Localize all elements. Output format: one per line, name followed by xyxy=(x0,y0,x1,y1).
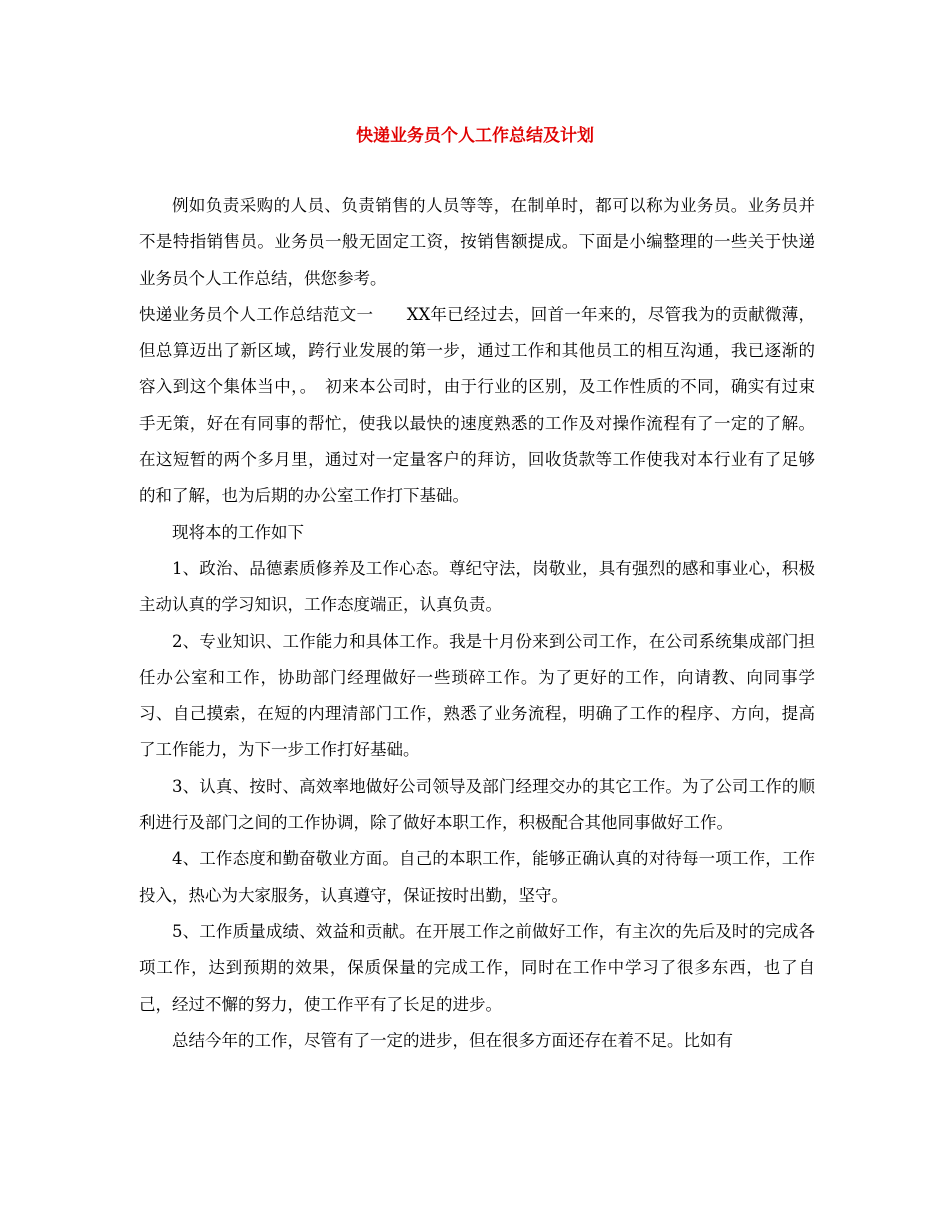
paragraph-item-5: 5、工作质量成绩、效益和贡献。在开展工作之前做好工作，有主次的先后及时的完成各项工作，达到预期的效果，保质保量的完成工作，同时在工作中学习了很多东西，也了自己，经过不懈的努力，使工作平有了长足的进步。 xyxy=(139,921,815,1014)
paragraph-item-2: 2、专业知识、工作能力和具体工作。我是十月份来到公司工作，在公司系统集成部门担任办公室和工作，协助部门经理做好一些琐碎工作。为了更好的工作，向请教、向同事学习、自己摸索，在短的内理清部门工作，熟悉了业务流程，明确了工作的程序、方向，提高了工作能力，为下一步工作打好基础。 xyxy=(139,631,815,760)
paragraph-summary: 总结今年的工作，尽管有了一定的进步，但在很多方面还存在着不足。比如有 xyxy=(172,1030,733,1050)
paragraph-intro: 例如负责采购的人员、负责销售的人员等等，在制单时，都可以称为业务员。业务员并不是特指销售员。业务员一般无固定工资，按销售额提成。下面是小编整理的一些关于快递业务员个人工作总结，供您参考。 xyxy=(139,196,815,288)
document-title: 快递业务员个人工作总结及计划 xyxy=(356,126,594,146)
paragraph-item-3: 3、认真、按时、高效率地做好公司领导及部门经理交办的其它工作。为了公司工作的顺利进行及部门之间的工作协调，除了做好本职工作，积极配合其他同事做好工作。 xyxy=(139,776,815,833)
document-body xyxy=(139,188,815,1059)
paragraph-item-1: 1、政治、品德素质修养及工作心态。尊纪守法，岗敬业，具有强烈的感和事业心，积极主动认真的学习知识，工作态度端正，认真负责。 xyxy=(139,558,815,615)
paragraph-work-heading: 现将本的工作如下 xyxy=(172,522,304,542)
paragraph-sample-one: 快递业务员个人工作总结范文一 XX年已经过去，回首一年来的，尽管我为的贡献微薄，但总算迈出了新区域，跨行业发展的第一步，通过工作和其他员工的相互沟通，我已逐渐的容入到这个集体当中，。 初来本公司时，由于行业的区别，及工作性质的不同，确实有过束手无策，好在有同事的帮忙，使我以最快的速度熟悉的工作及对操作流程有了一定的了解。在这短暂的两个多月里，通过对一定量客户的拜访，回收货款等工作使我对本行业有了足够的和了解，也为后期的办公室工作打下基础。 xyxy=(139,304,815,506)
paragraph-item-4: 4、工作态度和勤奋敬业方面。自己的本职工作，能够正确认真的对待每一项工作，工作投入，热心为大家服务，认真遵守，保证按时出勤，坚守。 xyxy=(139,849,815,905)
